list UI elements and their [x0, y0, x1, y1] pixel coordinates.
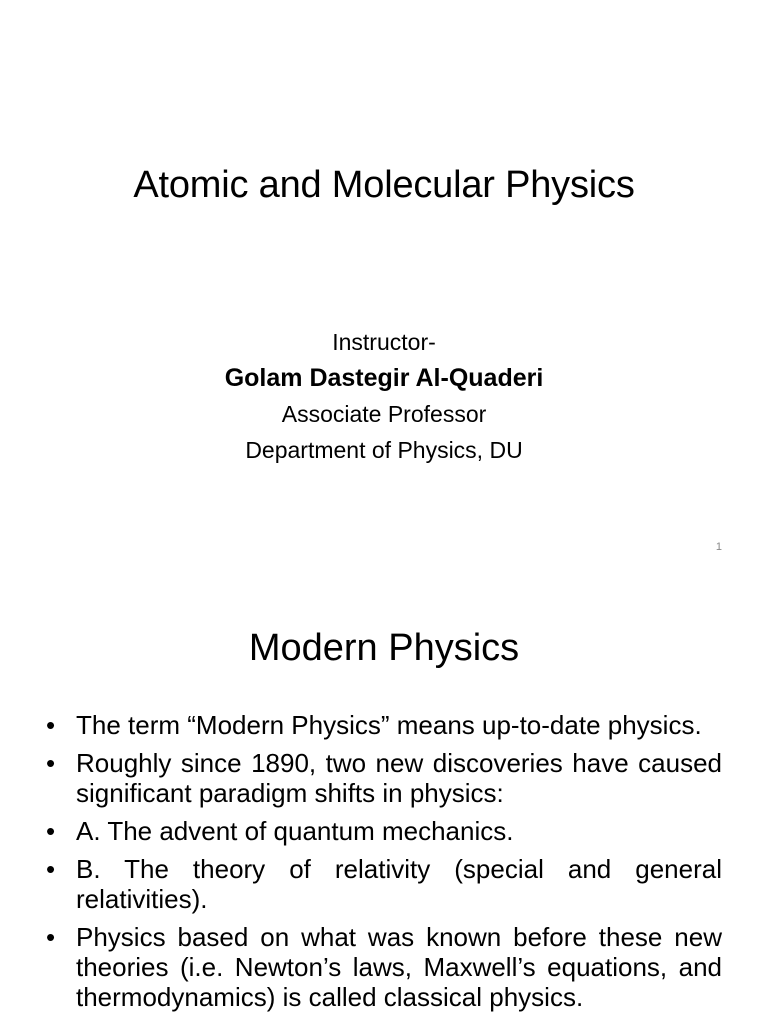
- instructor-block: [0, 324, 768, 468]
- bullet-icon: •: [46, 854, 56, 884]
- bullet-item: [46, 816, 722, 846]
- bullet-item: [46, 922, 722, 1012]
- bullet-text: Physics based on what was known before these new theories (i.e. Newton’s laws, Maxwell’s equations, and thermodynamics) is called classical physics.: [76, 922, 722, 1012]
- bullet-list: [46, 710, 722, 1020]
- bullet-text: Roughly since 1890, two new discoveries have caused significant paradigm shifts in physics:: [76, 748, 722, 808]
- slide-number: 1: [715, 541, 722, 553]
- bullet-text: A. The advent of quantum mechanics.: [76, 816, 514, 846]
- bullet-icon: •: [46, 816, 56, 846]
- slide-2: [0, 576, 768, 1024]
- instructor-department: Department of Physics, DU: [245, 437, 523, 463]
- instructor-position: Associate Professor: [281, 401, 487, 427]
- bullet-text: B. The theory of relativity (special and general relativities).: [76, 854, 722, 914]
- bullet-icon: •: [46, 710, 56, 740]
- bullet-icon: •: [46, 748, 56, 778]
- bullet-item: [46, 710, 722, 740]
- instructor-label: Instructor-: [332, 329, 436, 355]
- slide-title: Atomic and Molecular Physics: [133, 164, 635, 206]
- bullet-item: [46, 748, 722, 808]
- slide-title: Modern Physics: [248, 627, 520, 669]
- bullet-icon: •: [46, 922, 56, 952]
- instructor-name: Golam Dastegir Al-Quaderi: [224, 364, 544, 392]
- bullet-text: The term “Modern Physics” means up-to-date physics.: [76, 710, 702, 740]
- bullet-item: [46, 854, 722, 914]
